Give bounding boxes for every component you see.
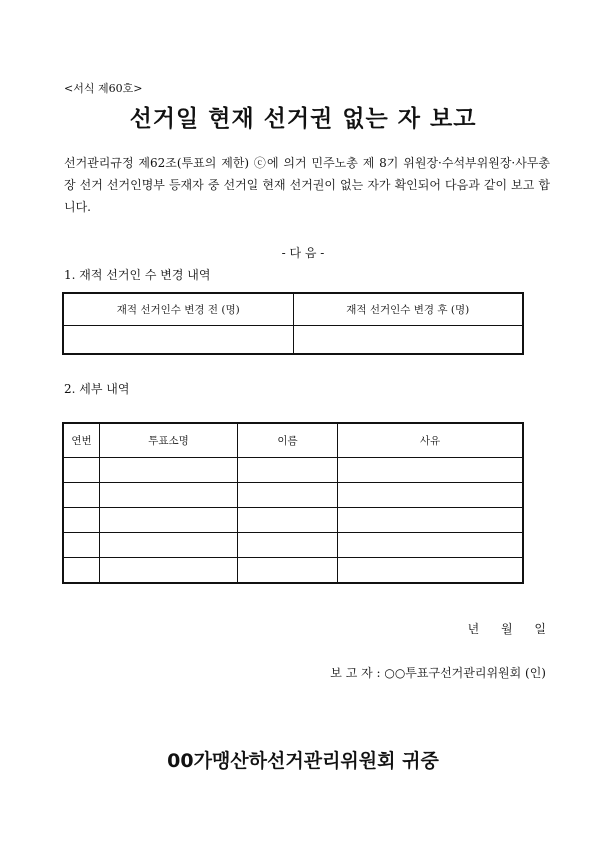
cell-reason[interactable] [338,533,524,558]
table-row [63,558,523,584]
cell-polling-place[interactable] [100,558,238,584]
cell-name[interactable] [238,458,338,483]
voter-count-table [62,292,524,355]
cell-after[interactable] [293,326,523,355]
cell-name[interactable] [238,533,338,558]
section2-heading: 2. 세부 내역 [64,382,130,396]
cell-no[interactable] [63,458,100,483]
form-number: <서식 제60호> [64,82,143,95]
detail-table [62,422,524,584]
table-row [63,483,523,508]
table-row [63,533,523,558]
divider-heading: - 다 음 - [281,246,325,260]
cell-name[interactable] [238,483,338,508]
cell-polling-place[interactable] [100,508,238,533]
section1-heading: 1. 재적 선거인 수 변경 내역 [64,268,211,282]
header-name: 이름 [238,423,338,458]
cell-reason[interactable] [338,558,524,584]
cell-no[interactable] [63,483,100,508]
header-polling-place: 투표소명 [100,423,238,458]
intro-paragraph: 선거관리규정 제62조(투표의 제한) ⓒ에 의거 민주노총 제 8기 위원장·수석부위원장·사무총장 선거 선거인명부 등재자 중 선거일 현재 선거권이 없는 자가 확인되어 다음과 같이 보고 합니다. [64,156,550,214]
header-before: 재적 선거인수 변경 전 (명) [63,293,293,326]
cell-before[interactable] [63,326,293,355]
cell-reason[interactable] [338,483,524,508]
table-row [63,458,523,483]
cell-no[interactable] [63,558,100,584]
table-row [63,326,523,355]
header-after: 재적 선거인수 변경 후 (명) [293,293,523,326]
cell-no[interactable] [63,508,100,533]
table-row [63,508,523,533]
header-no: 연번 [63,423,100,458]
cell-name[interactable] [238,508,338,533]
cell-polling-place[interactable] [100,483,238,508]
cell-reason[interactable] [338,458,524,483]
cell-reason[interactable] [338,508,524,533]
reporter-line: 보 고 자 : ○○투표구선거관리위원회 (인) [330,666,546,680]
cell-polling-place[interactable] [100,458,238,483]
recipient-footer: 00가맹산하선거관리위원회 귀중 [167,750,439,772]
cell-no[interactable] [63,533,100,558]
document-title: 선거일 현재 선거권 없는 자 보고 [129,106,477,132]
date-line: 년 월 일 [467,622,546,636]
header-reason: 사유 [338,423,524,458]
cell-polling-place[interactable] [100,533,238,558]
cell-name[interactable] [238,558,338,584]
